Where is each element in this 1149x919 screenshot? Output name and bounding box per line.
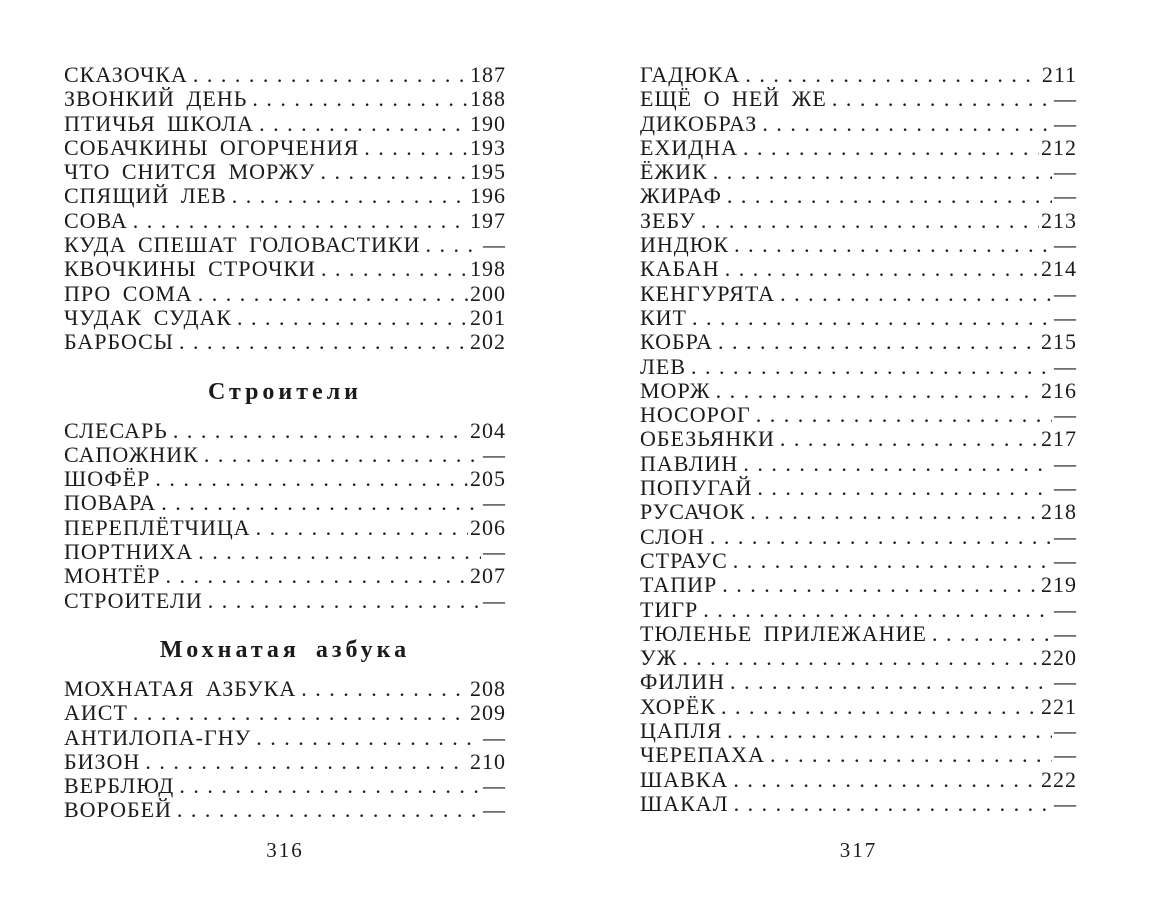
dot-leader [734, 792, 1052, 816]
dot-leader [932, 622, 1052, 646]
dot-leader [750, 500, 1039, 524]
dot-leader [780, 282, 1052, 306]
toc-entry [640, 209, 1077, 233]
toc-entry-title: СКАЗОЧКА [64, 62, 188, 87]
toc-entry-title: ВОРОБЕЙ [64, 797, 172, 823]
toc-entry-title: ОБЕЗЬЯНКИ [640, 426, 775, 452]
toc-entry-page: 207 [470, 563, 506, 589]
section-heading: Мохнатая азбука [159, 636, 411, 663]
toc-entry [640, 719, 1077, 743]
dot-leader [173, 419, 468, 443]
toc-entry [640, 282, 1077, 306]
toc-entry [64, 677, 506, 701]
toc-entry [64, 491, 506, 515]
dot-leader [133, 209, 468, 233]
dot-leader [252, 87, 468, 111]
dot-leader [165, 564, 468, 588]
toc-entry-title: ТЮЛЕНЬЕ ПРИЛЕЖАНИЕ [640, 620, 927, 646]
toc-entry-title: ПОРТНИХА [64, 539, 194, 565]
toc-entry-page: — [1054, 669, 1077, 695]
toc-entry-title: АНТИЛОПА-ГНУ [64, 724, 252, 750]
toc-entry-title: ЕЩЁ О НЕЙ ЖЕ [640, 86, 827, 112]
toc-entry-title: ЁЖИК [640, 159, 708, 185]
toc-entry [64, 306, 506, 330]
toc-entry-page: 218 [1041, 499, 1077, 525]
toc-entry-title: КЕНГУРЯТА [640, 280, 776, 306]
toc-entry [640, 184, 1077, 208]
toc-entry [64, 184, 506, 208]
toc-entry-page: — [1054, 475, 1077, 501]
dot-leader [733, 768, 1039, 792]
dot-leader [757, 476, 1052, 500]
toc-entry [640, 500, 1077, 524]
dot-leader [198, 540, 481, 564]
dot-leader [832, 87, 1052, 111]
dot-leader [256, 516, 468, 540]
toc-page-left [64, 63, 506, 861]
toc-entry-title: ЛЕВ [640, 353, 687, 379]
toc-entry-page: — [483, 539, 506, 565]
toc-entry-page: — [1054, 86, 1077, 112]
toc-entry-title: ДИКОБРАЗ [640, 110, 758, 136]
toc-entry-page: 217 [1041, 426, 1077, 452]
dot-leader [762, 112, 1052, 136]
dot-leader [193, 63, 468, 87]
toc-entry-page: — [1054, 159, 1077, 185]
dot-leader [710, 525, 1052, 549]
dot-leader [364, 136, 468, 160]
toc-entry-page: 221 [1041, 693, 1077, 719]
toc-entry [640, 330, 1077, 354]
toc-entry-title: ТАПИР [640, 572, 718, 598]
toc-entry-page: — [1054, 232, 1077, 258]
toc-entry [64, 750, 506, 774]
toc-entry [640, 87, 1077, 111]
toc-entry-title: САПОЖНИК [64, 441, 199, 467]
toc-entry [640, 427, 1077, 451]
dot-leader [321, 257, 468, 281]
toc-entry-title: СТРОИТЕЛИ [64, 587, 203, 613]
dot-leader [198, 282, 468, 306]
dot-leader [756, 403, 1052, 427]
dot-leader [259, 112, 468, 136]
toc-page-right [640, 63, 1077, 861]
toc-entry-page: 210 [470, 748, 506, 774]
toc-entry-page: 205 [470, 466, 506, 492]
toc-entry-title: МОРЖ [640, 377, 711, 403]
dot-leader [237, 306, 468, 330]
dot-leader [177, 798, 481, 822]
toc-entry-title: ВЕРБЛЮД [64, 773, 175, 799]
toc-entry-title: АИСТ [64, 700, 128, 726]
toc-entry-title: ЧЕРЕПАХА [640, 742, 765, 768]
toc-entry [640, 355, 1077, 379]
dot-leader [722, 573, 1039, 597]
toc-entry-page: 204 [470, 417, 506, 443]
toc-entry [640, 257, 1077, 281]
toc-entry-page: 197 [470, 207, 506, 233]
toc-entry-page: — [1054, 790, 1077, 816]
dot-leader [692, 306, 1052, 330]
toc-entry [640, 549, 1077, 573]
toc-entry-page: 202 [470, 329, 506, 355]
dot-leader [743, 136, 1039, 160]
dot-leader [701, 209, 1039, 233]
dot-leader [208, 589, 481, 613]
dot-leader [179, 330, 468, 354]
toc-entry-title: ШОФЁР [64, 466, 151, 492]
dot-leader [780, 427, 1039, 451]
dot-leader [721, 695, 1039, 719]
toc-entry-title: ШАКАЛ [640, 790, 729, 816]
toc-entry-page: 219 [1041, 572, 1077, 598]
dot-leader [320, 160, 468, 184]
toc-entry [64, 63, 506, 87]
dot-leader [718, 330, 1039, 354]
toc-entry [640, 695, 1077, 719]
toc-entry-title: ИНДЮК [640, 232, 730, 258]
toc-entry-page: — [1054, 280, 1077, 306]
toc-entry-page: — [483, 587, 506, 613]
toc-entry [64, 798, 506, 822]
toc-entry-page: — [483, 773, 506, 799]
toc-entry-title: ТИГР [640, 596, 699, 622]
toc-entry [64, 282, 506, 306]
toc-entry-title: УЖ [640, 645, 678, 671]
toc-entry [640, 233, 1077, 257]
toc-entry [640, 598, 1077, 622]
toc-entry-title: СПЯЩИЙ ЛЕВ [64, 183, 227, 209]
toc-entry [64, 87, 506, 111]
toc-entry-page: 212 [1041, 134, 1077, 160]
dot-leader [727, 184, 1052, 208]
toc-entry-title: ЗВОНКИЙ ДЕНЬ [64, 86, 248, 112]
toc-entry-title: ЧТО СНИТСЯ МОРЖУ [64, 159, 316, 185]
toc-entry-page: 214 [1041, 256, 1077, 282]
toc-entry-title: КОБРА [640, 329, 713, 355]
toc-entry-title: ЦАПЛЯ [640, 718, 723, 744]
toc-entry-page: 209 [470, 700, 506, 726]
toc-entry-page: 201 [470, 304, 506, 330]
toc-entry [64, 467, 506, 491]
toc-entry-page: — [1054, 620, 1077, 646]
toc-entry-page: 196 [470, 183, 506, 209]
toc-entry-page: — [483, 441, 506, 467]
toc-entry-page: 193 [470, 134, 506, 160]
dot-leader [145, 750, 468, 774]
dot-leader [716, 379, 1039, 403]
toc-entry-title: РУСАЧОК [640, 499, 746, 525]
dot-leader [204, 443, 481, 467]
toc-entry [640, 743, 1077, 767]
dot-leader [301, 677, 468, 701]
toc-entry [64, 774, 506, 798]
toc-entry [640, 476, 1077, 500]
toc-entry-title: МОНТЁР [64, 563, 161, 589]
dot-leader [179, 774, 481, 798]
dot-leader [725, 257, 1039, 281]
toc-entry-title: ПОПУГАЙ [640, 475, 753, 501]
toc-entry-title: СЛОН [640, 523, 705, 549]
dot-leader [256, 726, 481, 750]
toc-entry [640, 306, 1077, 330]
toc-entry-page: 200 [470, 280, 506, 306]
toc-entry [64, 701, 506, 725]
toc-entry-title: КАБАН [640, 256, 720, 282]
toc-entry-page: — [483, 490, 506, 516]
toc-entry-page: 213 [1041, 207, 1077, 233]
toc-entry-title: ЖИРАФ [640, 183, 722, 209]
toc-entry-page: 187 [470, 62, 506, 87]
toc-entry-title: БИЗОН [64, 748, 141, 774]
toc-entry-title: ЕХИДНА [640, 134, 738, 160]
toc-entry-title: НОСОРОГ [640, 402, 751, 428]
toc-entry-title: СОБАЧКИНЫ ОГОРЧЕНИЯ [64, 134, 360, 160]
toc-entry-page: 195 [470, 159, 506, 185]
toc-entry-page: — [1054, 547, 1077, 573]
toc-entry-title: ПТИЧЬЯ ШКОЛА [64, 110, 255, 136]
toc-entry-page: — [1054, 304, 1077, 330]
toc-entry [640, 452, 1077, 476]
dot-leader [703, 598, 1052, 622]
toc-entry [64, 112, 506, 136]
dot-leader [713, 160, 1052, 184]
toc-entry-page: — [483, 724, 506, 750]
toc-entry-page: — [483, 232, 506, 258]
toc-sections-right [640, 63, 1077, 816]
dot-leader [425, 233, 481, 257]
toc-entry-title: СТРАУС [640, 547, 728, 573]
toc-entry [64, 233, 506, 257]
toc-entry [640, 622, 1077, 646]
toc-entry-page: — [1054, 183, 1077, 209]
toc-entry-title: МОХНАТАЯ АЗБУКА [64, 675, 297, 701]
toc-entry-page: 220 [1041, 645, 1077, 671]
toc-entry-title: КИТ [640, 304, 687, 330]
dot-leader [232, 184, 468, 208]
toc-entry-title: СОВА [64, 207, 128, 233]
toc-entry [64, 516, 506, 540]
toc-entry-title: ФИЛИН [640, 669, 725, 695]
toc-entry-page: — [1054, 353, 1077, 379]
toc-entry [640, 792, 1077, 816]
toc-entry-page: 211 [1041, 62, 1077, 87]
toc-entry-title: КУДА СПЕШАТ ГОЛОВАСТИКИ [64, 232, 421, 258]
toc-entry-page: — [483, 797, 506, 823]
page-number-left: 316 [266, 838, 304, 862]
toc-entry [640, 403, 1077, 427]
page-number-right: 317 [839, 838, 878, 862]
toc-entry [64, 209, 506, 233]
toc-entry [640, 573, 1077, 597]
toc-entry-title: ШАВКА [640, 766, 729, 792]
toc-entry [64, 257, 506, 281]
toc-entry-title: ХОРЁК [640, 693, 717, 719]
toc-entry-page: 188 [470, 86, 506, 112]
toc-entry-title: КВОЧКИНЫ СТРОЧКИ [64, 256, 316, 282]
dot-leader [733, 549, 1052, 573]
toc-entry-page: — [1054, 110, 1077, 136]
toc-entry [64, 136, 506, 160]
dot-leader [745, 63, 1039, 87]
toc-entry [64, 443, 506, 467]
toc-entry-page: 208 [470, 675, 506, 701]
toc-entry-page: — [1054, 523, 1077, 549]
toc-entry-title: ЧУДАК СУДАК [64, 304, 233, 330]
toc-entry-page: 216 [1041, 377, 1077, 403]
toc-entry [640, 112, 1077, 136]
dot-leader [133, 701, 468, 725]
toc-sections-left [64, 63, 506, 823]
toc-entry [64, 419, 506, 443]
toc-entry-page: — [1054, 742, 1077, 768]
toc-entry [64, 726, 506, 750]
toc-entry [64, 160, 506, 184]
toc-entry [64, 330, 506, 354]
section-heading: Строители [207, 378, 362, 405]
toc-entry-title: ПЕРЕПЛЁТЧИЦА [64, 514, 251, 540]
toc-entry [640, 768, 1077, 792]
toc-entry-title: ПОВАРА [64, 490, 157, 516]
toc-entry-page: — [1054, 450, 1077, 476]
toc-entry-title: ГАДЮКА [640, 62, 741, 87]
dot-leader [770, 743, 1052, 767]
toc-entry [640, 136, 1077, 160]
toc-entry-title: ЗЕБУ [640, 207, 696, 233]
toc-entry-title: ПРО СОМА [64, 280, 193, 306]
toc-entry-page: 215 [1041, 329, 1077, 355]
dot-leader [155, 467, 468, 491]
toc-entry-page: 206 [470, 514, 506, 540]
toc-entry-page: 198 [470, 256, 506, 282]
dot-leader [743, 452, 1052, 476]
dot-leader [727, 719, 1052, 743]
toc-entry-title: СЛЕСАРЬ [64, 417, 168, 443]
toc-entry [64, 589, 506, 613]
toc-entry [64, 540, 506, 564]
toc-entry-page: — [1054, 718, 1077, 744]
toc-entry-page: — [1054, 596, 1077, 622]
toc-entry [640, 63, 1077, 87]
toc-entry [64, 564, 506, 588]
dot-leader [682, 646, 1039, 670]
toc-entry-page: 222 [1041, 766, 1077, 792]
toc-entry-title: ПАВЛИН [640, 450, 739, 476]
dot-leader [734, 233, 1052, 257]
toc-entry [640, 525, 1077, 549]
toc-entry-page: 190 [470, 110, 506, 136]
toc-entry [640, 379, 1077, 403]
dot-leader [161, 491, 481, 515]
toc-entry-title: БАРБОСЫ [64, 329, 174, 355]
toc-entry [640, 646, 1077, 670]
dot-leader [730, 670, 1052, 694]
dot-leader [691, 355, 1052, 379]
toc-entry [640, 670, 1077, 694]
toc-entry [640, 160, 1077, 184]
toc-entry-page: — [1054, 402, 1077, 428]
